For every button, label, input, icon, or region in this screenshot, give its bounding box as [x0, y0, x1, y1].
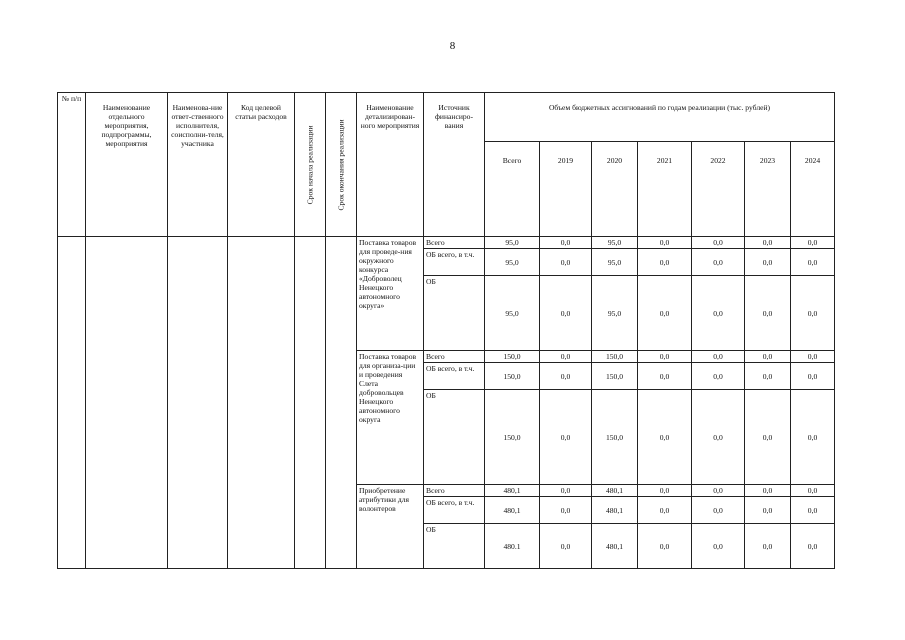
- value-cell: 0,0: [540, 351, 592, 363]
- value-cell: 0,0: [638, 497, 692, 524]
- page-number: 8: [449, 40, 456, 52]
- header-start-label: Срок начала реализации: [305, 125, 315, 204]
- value-cell: 150,0: [485, 363, 540, 390]
- table-row: [58, 237, 835, 249]
- header-start: [295, 93, 326, 237]
- value-cell: 0,0: [745, 390, 791, 485]
- value-cell: 0,0: [791, 524, 835, 569]
- source-cell: ОБ: [424, 524, 485, 569]
- source-cell: ОБ: [424, 276, 485, 351]
- value-cell: 0,0: [638, 276, 692, 351]
- value-cell: 0,0: [540, 485, 592, 497]
- value-cell: 480,1: [592, 524, 638, 569]
- value-cell: 0,0: [540, 363, 592, 390]
- source-cell: Всего: [424, 351, 485, 363]
- value-cell: 95,0: [592, 276, 638, 351]
- value-cell: 0,0: [540, 524, 592, 569]
- value-cell: 0,0: [791, 497, 835, 524]
- value-cell: 0,0: [692, 249, 745, 276]
- header-row-1: [58, 93, 835, 142]
- value-cell: 0,0: [745, 497, 791, 524]
- value-cell: 0,0: [638, 351, 692, 363]
- year-header: 2021: [638, 142, 692, 237]
- value-cell: 0,0: [692, 524, 745, 569]
- source-cell: Всего: [424, 237, 485, 249]
- value-cell: 95,0: [485, 249, 540, 276]
- value-cell: 0,0: [791, 237, 835, 249]
- value-cell: 0,0: [692, 485, 745, 497]
- merged-empty-cell: [228, 237, 295, 569]
- value-cell: 480,1: [485, 485, 540, 497]
- source-cell: ОБ: [424, 390, 485, 485]
- merged-empty-cell: [326, 237, 357, 569]
- value-cell: 0,0: [791, 351, 835, 363]
- merged-empty-cell: [168, 237, 228, 569]
- value-cell: 150,0: [485, 390, 540, 485]
- value-cell: 0,0: [745, 249, 791, 276]
- value-cell: 0,0: [540, 237, 592, 249]
- value-cell: 0,0: [745, 276, 791, 351]
- header-source: Источник финансиро-вания: [424, 93, 485, 237]
- value-cell: 0,0: [638, 390, 692, 485]
- value-cell: 0,0: [745, 524, 791, 569]
- value-cell: 0,0: [692, 390, 745, 485]
- value-cell: 480,1: [485, 497, 540, 524]
- value-cell: 0,0: [540, 497, 592, 524]
- value-cell: 150,0: [485, 351, 540, 363]
- value-cell: 95,0: [592, 249, 638, 276]
- value-cell: 0,0: [791, 363, 835, 390]
- value-cell: 0,0: [638, 249, 692, 276]
- detail-name-cell: Поставка товаров для организа-ции и проведения Слета добровольцев Ненецкого автономного округа: [357, 351, 424, 485]
- year-header: 2022: [692, 142, 745, 237]
- header-name: Наименование отдельного мероприятия, подпрограммы, мероприятия: [86, 93, 168, 237]
- header-end: [326, 93, 357, 237]
- header-code: Код целевой статьи расходов: [228, 93, 295, 237]
- value-cell: 0,0: [540, 249, 592, 276]
- value-cell: 0,0: [791, 249, 835, 276]
- value-cell: 0,0: [745, 237, 791, 249]
- value-cell: 0,0: [540, 276, 592, 351]
- value-cell: 0,0: [791, 390, 835, 485]
- header-end-label: Срок окончания реализации: [336, 118, 346, 211]
- merged-empty-cell: [295, 237, 326, 569]
- year-header: 2024: [791, 142, 835, 237]
- value-cell: 95,0: [592, 237, 638, 249]
- merged-empty-cell: [86, 237, 168, 569]
- merged-empty-cell: [58, 237, 86, 569]
- source-cell: ОБ всего, в т.ч.: [424, 363, 485, 390]
- value-cell: 0,0: [638, 363, 692, 390]
- source-cell: ОБ всего, в т.ч.: [424, 249, 485, 276]
- header-detail: Наименование детализирован-ного мероприятия: [357, 93, 424, 237]
- value-cell: 0,0: [791, 485, 835, 497]
- value-cell: 0,0: [540, 390, 592, 485]
- value-cell: 480,1: [592, 497, 638, 524]
- value-cell: 150,0: [592, 390, 638, 485]
- value-cell: 0,0: [692, 351, 745, 363]
- value-cell: 0,0: [745, 351, 791, 363]
- value-cell: 0,0: [745, 363, 791, 390]
- value-cell: 0,0: [638, 237, 692, 249]
- value-cell: 0,0: [745, 485, 791, 497]
- year-header: 2020: [592, 142, 638, 237]
- header-executor: Наименова-ние ответ-ственного исполнителя, соисполни-теля, участника: [168, 93, 228, 237]
- value-cell: 0,0: [692, 237, 745, 249]
- year-header: 2023: [745, 142, 791, 237]
- value-cell: 0,0: [692, 363, 745, 390]
- detail-name-cell: Приобретение атрибутики для волонтеров: [357, 485, 424, 569]
- header-num: № п/п: [58, 93, 86, 237]
- value-cell: 95,0: [485, 276, 540, 351]
- value-cell: 0,0: [692, 276, 745, 351]
- value-cell: 95,0: [485, 237, 540, 249]
- year-header: 2019: [540, 142, 592, 237]
- detail-name-cell: Поставка товаров для проведе-ния окружного конкурса «Доброволец Ненецкого автономного округа»: [357, 237, 424, 351]
- value-cell: 480,1: [592, 485, 638, 497]
- year-header: Всего: [485, 142, 540, 237]
- budget-table: [57, 92, 835, 569]
- value-cell: 150,0: [592, 363, 638, 390]
- value-cell: 0,0: [791, 276, 835, 351]
- source-cell: ОБ всего, в т.ч.: [424, 497, 485, 524]
- value-cell: 0,0: [638, 524, 692, 569]
- value-cell: 150,0: [592, 351, 638, 363]
- value-cell: 0,0: [692, 497, 745, 524]
- value-cell: 480.1: [485, 524, 540, 569]
- source-cell: Всего: [424, 485, 485, 497]
- header-budget: Объем бюджетных ассигнований по годам реализации (тыс. рублей): [485, 93, 835, 142]
- value-cell: 0,0: [638, 485, 692, 497]
